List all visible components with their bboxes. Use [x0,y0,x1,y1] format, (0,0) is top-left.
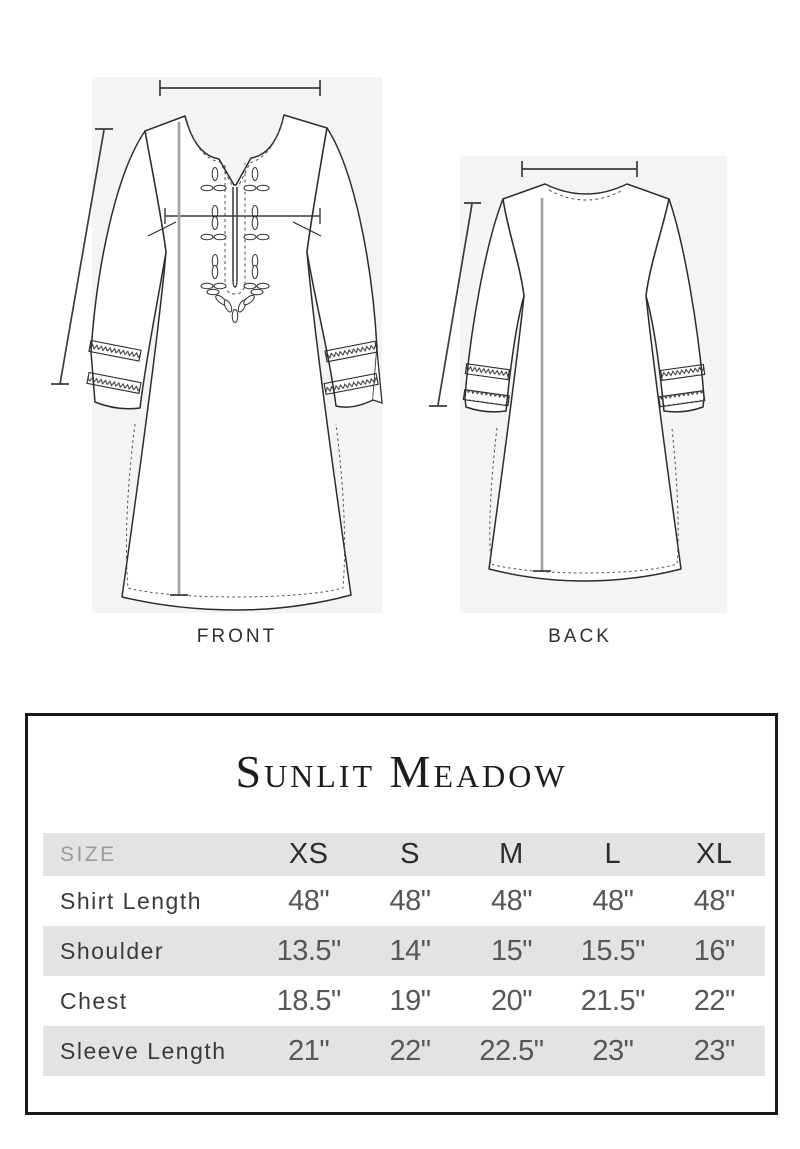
column-header-l: L [604,838,622,870]
shoulder-m: 15" [490,934,532,967]
shoulder-l: 15.5" [580,934,645,967]
sleeve-length-xl: 23" [693,1034,735,1067]
shirt-length-l: 48" [592,884,634,917]
shoulder-xl: 16" [693,934,735,967]
front-view-drawing [51,77,382,647]
size-chart-card [25,713,778,1115]
table-row-shoulder [43,926,765,976]
shoulder-xs: 13.5" [276,934,341,967]
column-header-s: S [400,838,420,870]
chest-xs: 18.5" [276,984,341,1017]
row-label-chest: Chest [60,987,128,1014]
table-row-chest [43,976,765,1026]
row-label-sleeve-length: Sleeve Length [60,1037,227,1064]
chest-l: 21.5" [580,984,645,1017]
back-body-outline [489,184,681,581]
chest-xl: 22" [693,984,735,1017]
chest-m: 20" [490,984,532,1017]
column-header-xl: XL [696,838,733,870]
sleeve-length-s: 22" [389,1034,431,1067]
column-header-m: M [499,838,524,870]
back-view-drawing [429,156,727,647]
shirt-length-xl: 48" [693,884,735,917]
size-chart-table [43,833,765,1076]
size-chart-header-row [43,833,765,876]
shirt-length-m: 48" [490,884,532,917]
sleeve-length-l: 23" [592,1034,634,1067]
row-label-shirt-length: Shirt Length [60,887,203,914]
table-row-sleeve-length [43,1026,765,1076]
shoulder-s: 14" [389,934,431,967]
chest-s: 19" [389,984,431,1017]
sleeve-length-xs: 21" [288,1034,330,1067]
row-label-shoulder: Shoulder [60,937,165,964]
sleeve-length-m: 22.5" [479,1034,544,1067]
column-header-xs: XS [288,838,329,870]
table-row-shirt-length [43,876,765,926]
shirt-length-s: 48" [389,884,431,917]
shirt-length-xs: 48" [288,884,330,917]
back-view-label: BACK [548,626,612,647]
column-header-size: SIZE [60,842,117,866]
size-chart-title: Sunlit Meadow [235,746,568,797]
front-view-label: FRONT [196,626,278,647]
